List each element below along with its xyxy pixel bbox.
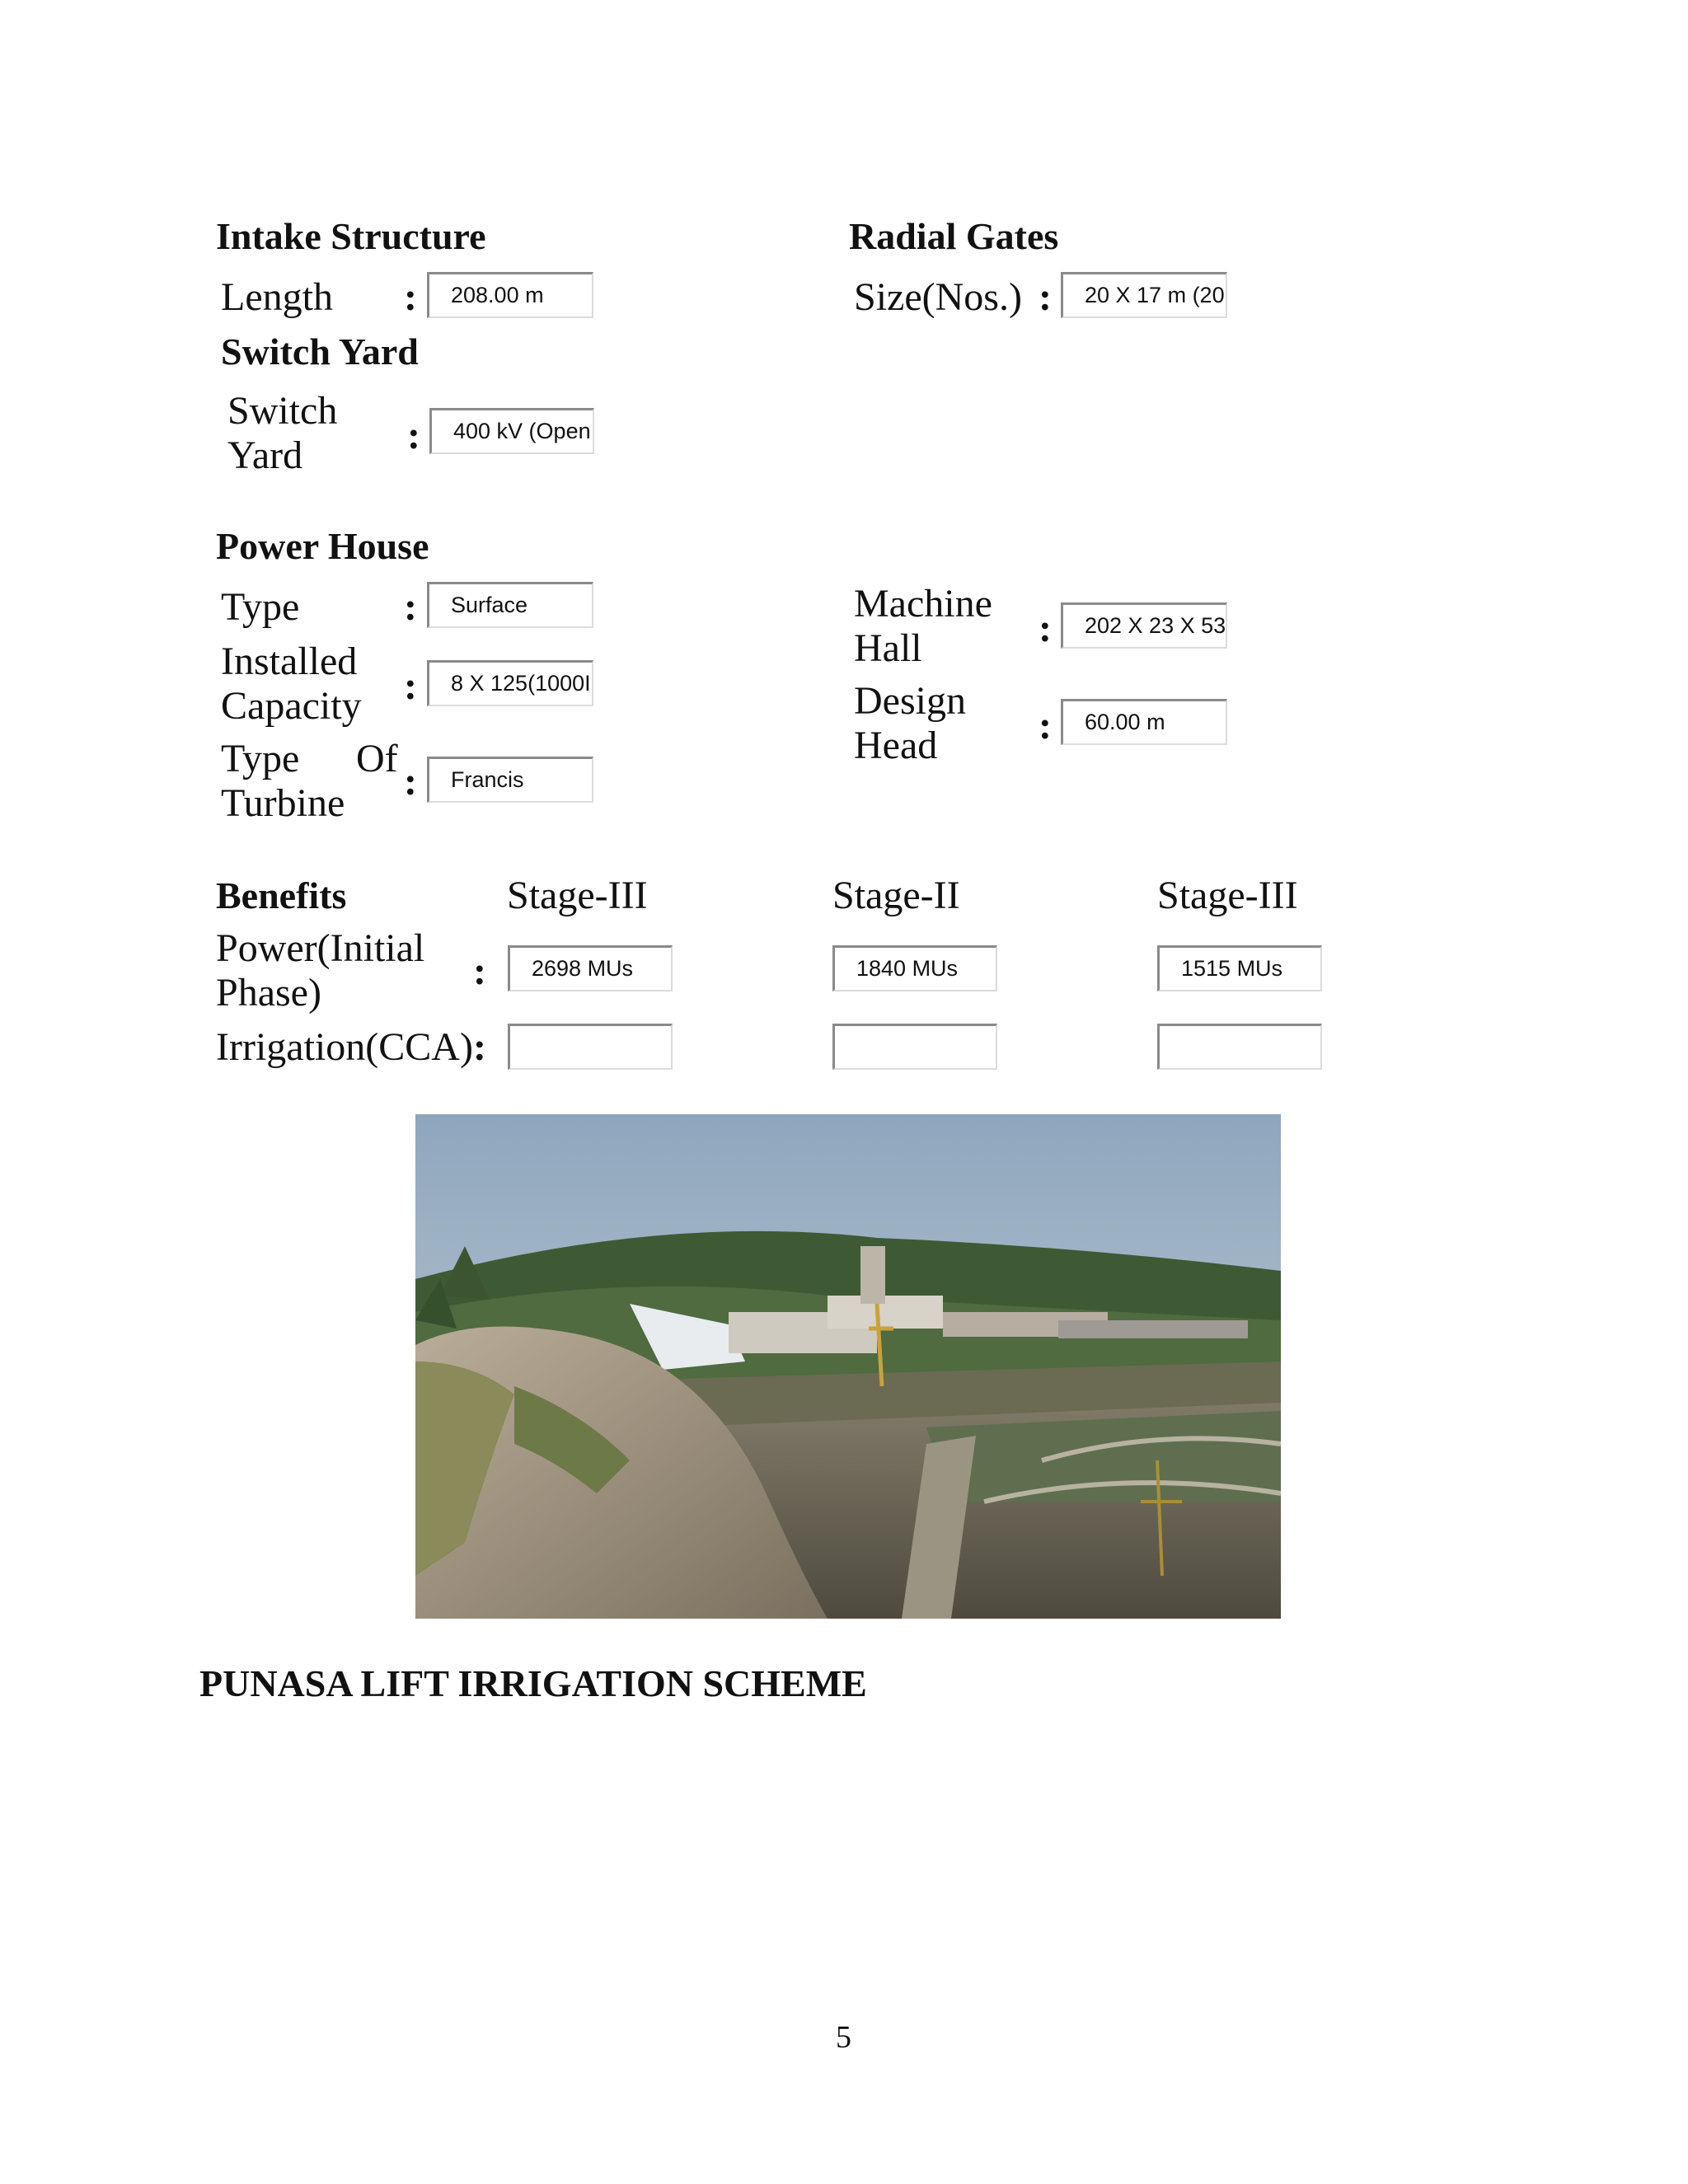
design-head-label-line1: Design (854, 679, 966, 723)
switch-yard-label-line2: Yard (227, 434, 303, 477)
colon: : (1039, 607, 1052, 650)
colon: : (473, 1025, 486, 1069)
irrigation-stage-2-field[interactable] (832, 1024, 997, 1070)
switch-yard-field[interactable]: 400 kV (Open (429, 408, 594, 454)
type-of-turbine-label-line2: Turbine (221, 781, 345, 825)
power-initial-phase-label-line1: Power(Initial (216, 926, 425, 970)
design-head-label-line2: Head (854, 724, 938, 767)
installed-capacity-label-line1: Installed (221, 640, 358, 683)
power-stage-3-field[interactable]: 1515 MUs (1157, 945, 1322, 991)
colon: : (407, 414, 420, 457)
irrigation-stage-1-field[interactable] (508, 1024, 673, 1070)
type-label: Type (221, 585, 300, 629)
colon: : (404, 760, 417, 804)
machine-hall-label-line1: Machine (854, 582, 992, 626)
design-head-field[interactable]: 60.00 m (1061, 699, 1227, 745)
stage-header-3: Stage-III (1157, 874, 1298, 917)
colon: : (404, 664, 417, 708)
intake-structure-heading: Intake Structure (216, 215, 486, 257)
machine-hall-field[interactable]: 202 X 23 X 53 (1061, 602, 1227, 649)
colon: : (404, 275, 417, 319)
colon: : (1039, 275, 1052, 319)
type-of-turbine-label-word2: Of (356, 737, 398, 780)
length-field[interactable]: 208.00 m (427, 272, 593, 318)
power-house-heading: Power House (216, 525, 429, 567)
type-field[interactable]: Surface (427, 582, 593, 628)
colon: : (473, 949, 486, 993)
benefits-heading: Benefits (216, 874, 347, 916)
switch-yard-label-line1: Switch (227, 389, 338, 433)
dam-construction-photo (415, 1114, 1281, 1619)
power-initial-phase-label-line2: Phase) (216, 971, 321, 1015)
size-nos-label: Size(Nos.) (854, 275, 1022, 319)
scheme-title: PUNASA LIFT IRRIGATION SCHEME (199, 1662, 867, 1704)
irrigation-stage-3-field[interactable] (1157, 1024, 1322, 1070)
radial-gates-heading: Radial Gates (849, 215, 1059, 257)
colon: : (404, 585, 417, 629)
switch-yard-heading: Switch Yard (221, 330, 419, 373)
power-stage-2-field[interactable]: 1840 MUs (832, 945, 997, 991)
irrigation-cca-label: Irrigation(CCA) (216, 1025, 473, 1069)
type-of-turbine-field[interactable]: Francis (427, 757, 593, 803)
stage-header-1: Stage-III (507, 874, 648, 917)
machine-hall-label-line2: Hall (854, 626, 922, 670)
page-number: 5 (836, 2020, 851, 2055)
type-of-turbine-label-word1: Type (221, 737, 300, 780)
length-label: Length (221, 275, 333, 319)
power-stage-1-field[interactable]: 2698 MUs (508, 945, 673, 991)
stage-header-2: Stage-II (832, 874, 960, 917)
size-nos-field[interactable]: 20 X 17 m (20 (1061, 272, 1227, 318)
colon: : (1039, 704, 1052, 748)
installed-capacity-field[interactable]: 8 X 125(1000I (427, 660, 593, 706)
installed-capacity-label-line2: Capacity (221, 684, 362, 728)
